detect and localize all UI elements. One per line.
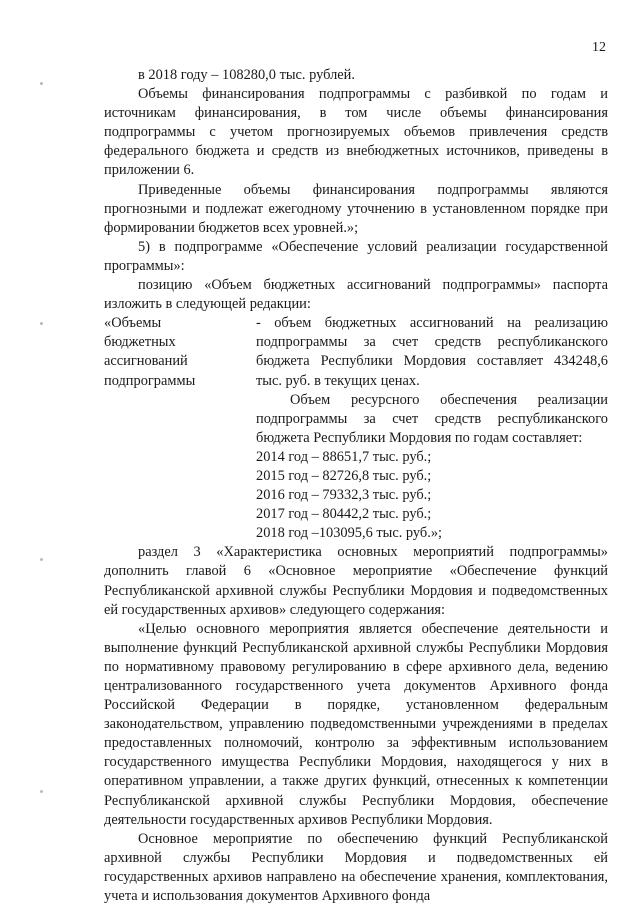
paragraph-funding-2018: в 2018 году – 108280,0 тыс. рублей. xyxy=(138,67,355,83)
passport-label-line: подпрограммы xyxy=(104,372,196,389)
passport-years-list xyxy=(256,448,608,543)
passport-year-item: 2016 год – 79332,3 тыс. руб.; xyxy=(256,487,432,504)
passport-total-allocation: - объем бюджетных ассигнований на реализацию подпрограммы за счет средств республиканского бюджета Республики Мордовия составляет 434248,6 тыс. руб. в текущих ценах. xyxy=(256,315,608,389)
passport-block xyxy=(104,314,608,543)
scan-mark xyxy=(40,82,43,85)
scan-mark xyxy=(40,322,43,325)
passport-label-line: «Объемы xyxy=(104,315,162,332)
passport-label-line: ассигнований xyxy=(104,353,188,370)
paragraph-subprogram-5: 5) в подпрограмме «Обеспечение условий реализации государственной программы»: xyxy=(104,238,608,274)
passport-year-item: 2018 год –103095,6 тыс. руб.»; xyxy=(256,525,443,542)
passport-by-years-intro: Объем ресурсного обеспечения реализации подпрограммы за счет средств республиканского бюджета Республики Мордовия по годам составляет: xyxy=(256,391,608,446)
paragraph-forecast-note: Приведенные объемы финансирования подпрограммы являются прогнозными и подлежат ежегодному уточнению в установленном порядке при формировании бюджетов всех уровней.»; xyxy=(104,181,608,236)
paragraph-section-3-addition: раздел 3 «Характеристика основных мероприятий подпрограммы» дополнить главой 6 «Основное мероприятие «Обеспечение функций Республиканской архивной службы Республики Мордовия и подведомственных ей государственных архивов» следующего содержания: xyxy=(104,544,608,618)
passport-value xyxy=(256,314,608,543)
document-body xyxy=(104,66,608,906)
passport-label-line: бюджетных xyxy=(104,334,176,351)
scan-mark xyxy=(40,558,43,561)
scan-mark xyxy=(40,790,43,793)
paragraph-funding-volumes: Объемы финансирования подпрограммы с разбивкой по годам и источникам финансирования, в том числе объемы финансирования подпрограммы с учетом прогнозируемых объемов привлечения средств федерального бюджета и средств из внебюджетных источников, приведены в приложении 6. xyxy=(104,86,608,179)
paragraph-main-activity-directed: Основное мероприятие по обеспечению функций Республиканской архивной службы Республики Мордовия и подведомственных ей государственных архивов направлено на обеспечение хранения, комплектования, учета и использования документов Архивного фонда xyxy=(104,830,608,905)
page-number: 12 xyxy=(592,40,606,55)
paragraph-main-activity-goal: «Целью основного мероприятия является обеспечение деятельности и выполнение функций Республиканской архивной службы Республики Мордовия по нормативному правовому регулированию в сфере архивного дела, ведению централизованного государственного учета документов Архивного фонда Российской Федерации в порядке, установленном федеральным законодательством, управлению подведомственными учреждениями в пределах предоставленных полномочий, контролю за эффективным использованием государственного имущества Республики Мордовия, находящегося у них в оперативном управлении, а также других функций, отнесенных к компетенции Республиканской архивной службы Республики Мордовия, обеспечение деятельности государственных архивов Республики Мордовия. xyxy=(104,620,608,828)
paragraph-passport-position: позицию «Объем бюджетных ассигнований подпрограммы» паспорта изложить в следующей редакции: xyxy=(104,277,608,313)
passport-label xyxy=(104,314,256,543)
passport-year-item: 2014 год – 88651,7 тыс. руб.; xyxy=(256,448,432,465)
passport-year-item: 2017 год – 80442,2 тыс. руб.; xyxy=(256,506,432,523)
passport-year-item: 2015 год – 82726,8 тыс. руб.; xyxy=(256,467,432,484)
